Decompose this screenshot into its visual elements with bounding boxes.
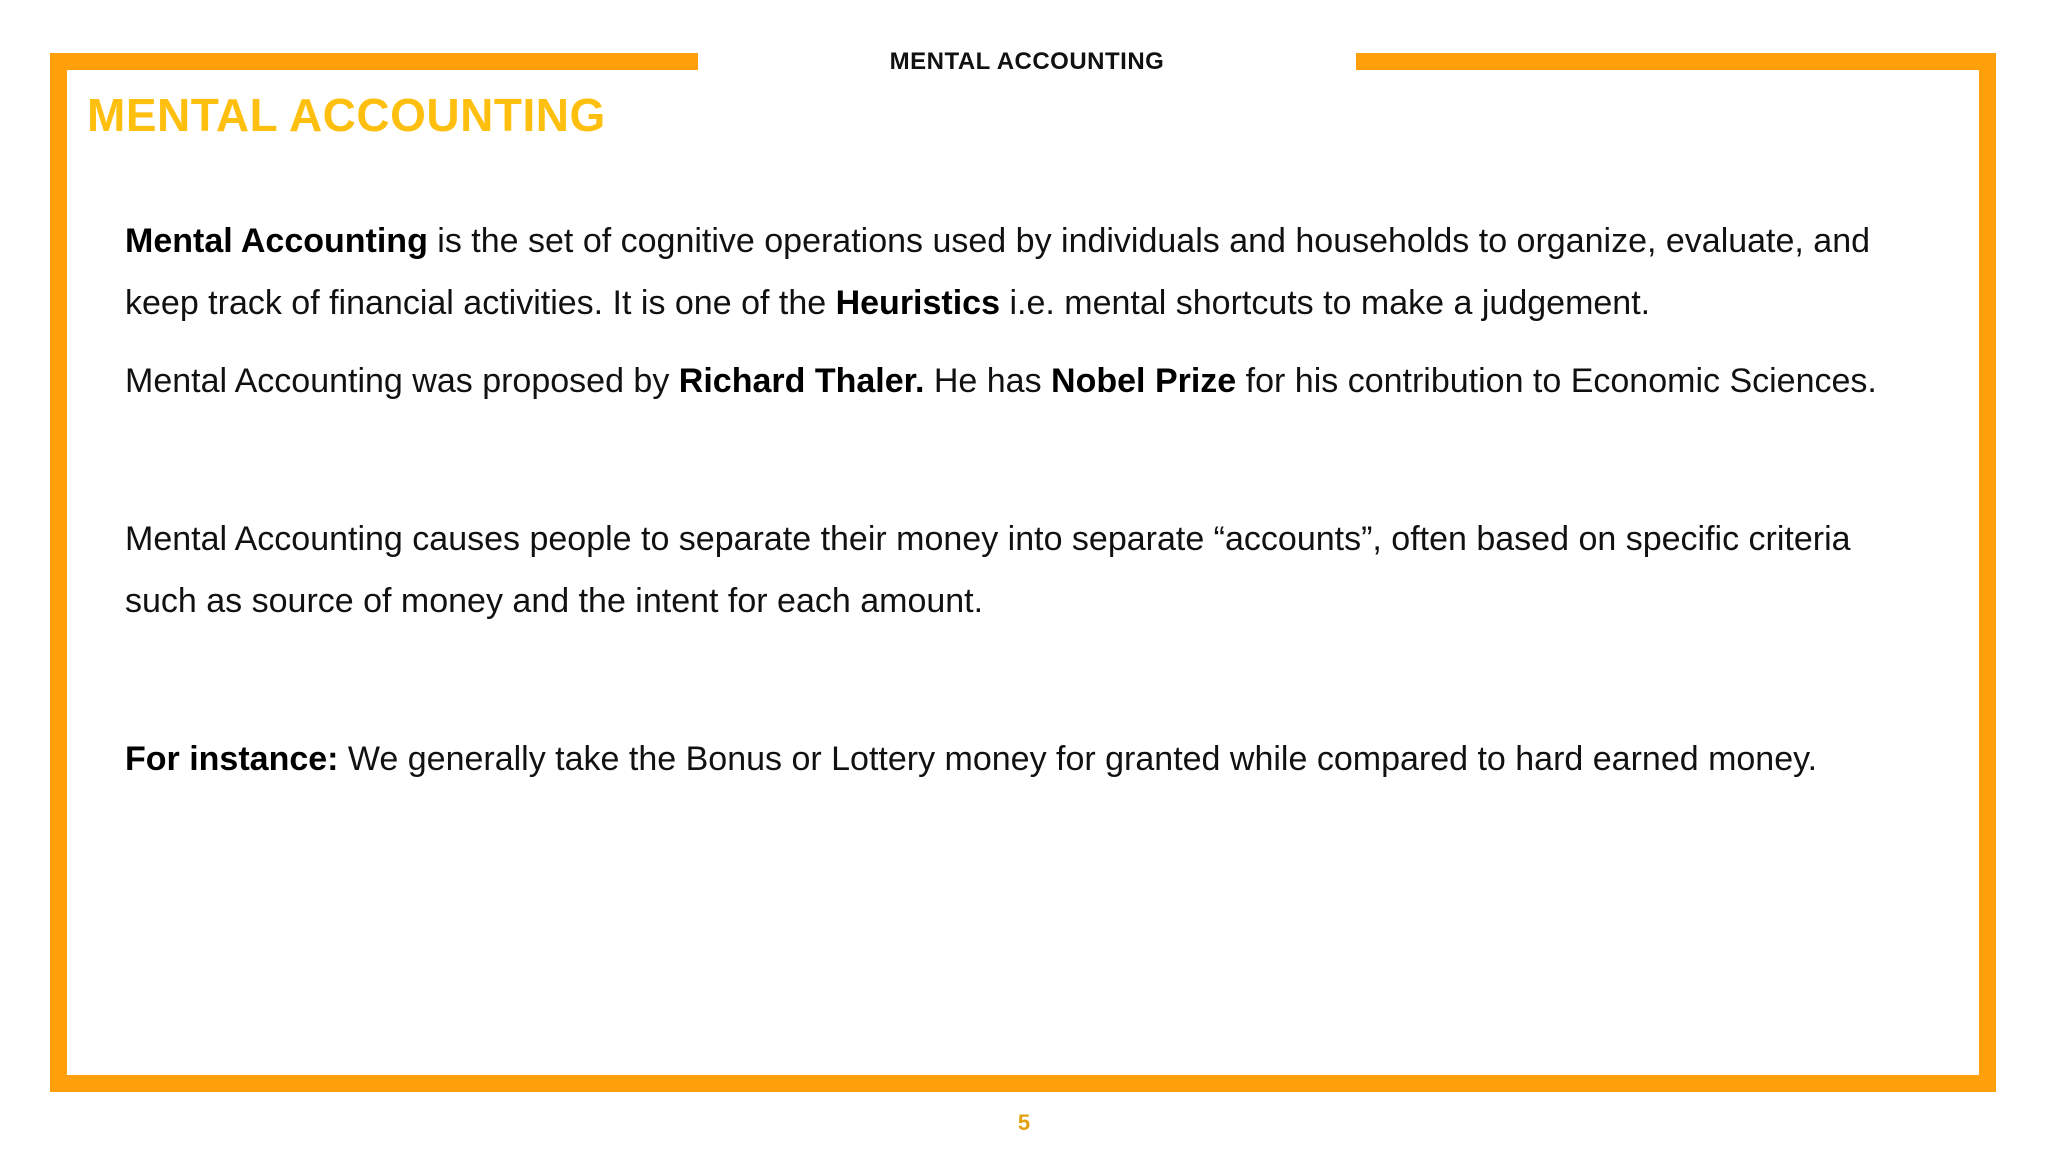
term-nobel-prize: Nobel Prize xyxy=(1051,362,1237,400)
slide-body xyxy=(125,210,1925,790)
header-title: MENTAL ACCOUNTING xyxy=(889,48,1165,75)
definition-paragraph: Mental Accounting is the set of cognitive operations used by individuals and households to organize, evaluate, and keep track of financial activities. It is one of the Heuristics i.e. mental shortcuts to make a judgement. xyxy=(125,222,1871,322)
name-richard-thaler: Richard Thaler. xyxy=(678,362,925,400)
example-paragraph: For instance: We generally take the Bonus or Lottery money for granted while compared to hard earned money. xyxy=(125,740,1818,778)
accounts-paragraph: Mental Accounting causes people to separate their money into separate “accounts”, often based on specific criteria such as source of money and the intent for each amount. xyxy=(125,520,1851,620)
term-mental-accounting: Mental Accounting xyxy=(125,222,428,260)
slide-title: MENTAL ACCOUNTING xyxy=(87,89,606,141)
for-instance-label: For instance: xyxy=(125,740,339,778)
term-heuristics: Heuristics xyxy=(835,284,1000,322)
page-number: 5 xyxy=(1017,1110,1031,1135)
origin-paragraph: Mental Accounting was proposed by Richard Thaler. He has Nobel Prize for his contribution to Economic Sciences. xyxy=(125,362,1877,400)
